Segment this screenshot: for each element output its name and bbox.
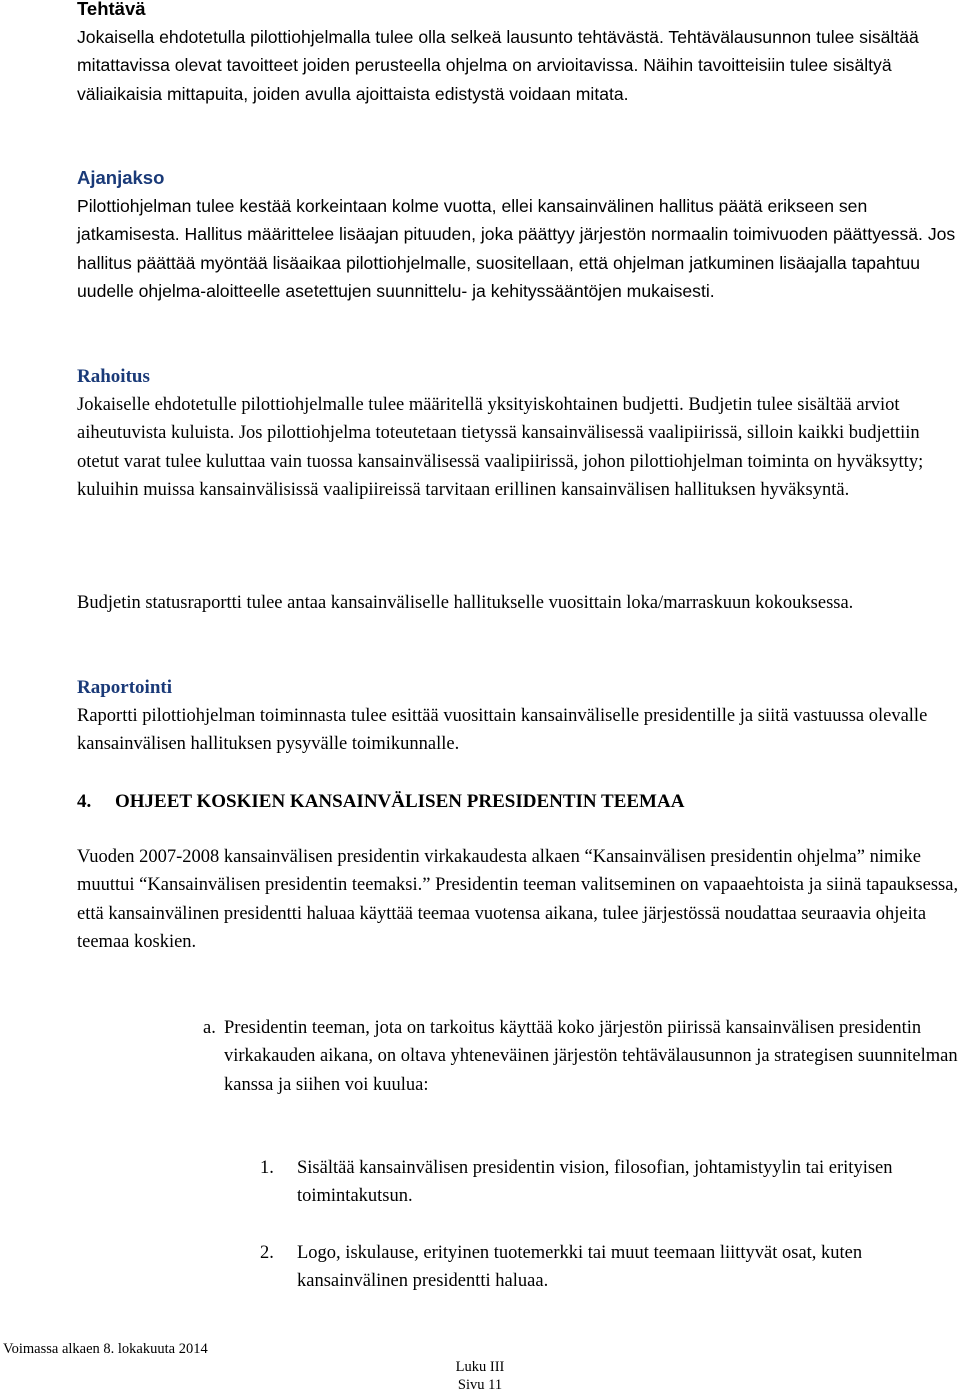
- list-text-a: Presidentin teeman, jota on tarkoitus käyttää koko järjestön piirissä kansainvälisen presidentin virkakauden aikana, on oltava yhteneväinen järjestön tehtävälausunnon ja strategisen suunnitelman kanssa ja siihen voi kuulua:: [224, 1018, 958, 1095]
- footer-page-number: Sivu 11: [457, 1377, 503, 1393]
- numbered-item-2: [260, 1239, 960, 1296]
- section-paragraph-tehtava: Jokaisella ehdotetulla pilottiohjelmalla tulee olla selkeä lausunto tehtävästä. Tehtävälausunnon tulee sisältää mitattavissa olevat tavoitteet joiden perusteella ohjelma on arvioitavissa. Näihin tavoitteisiin tulee sisältyä väliaikaisia mittapuita, joiden avulla ajoittaista edistystä voidaan mitata.: [77, 27, 919, 104]
- section-heading-raportointi: Raportointi: [77, 677, 172, 698]
- numbered-text-2: Logo, iskulause, erityinen tuotemerkki tai muut teemaan liittyvät osat, kuten kansainvälinen presidentti haluaa.: [297, 1243, 863, 1292]
- section-paragraph-rahoitus: Jokaiselle ehdotetulle pilottiohjelmalle tulee määritellä yksityiskohtainen budjetti. Budjetin tulee sisältää arviot aiheutuvista kuluista. Jos pilottiohjelma toteutetaan tietyssä kansainvälisessä vaalipiirissä, silloin kaikki budjettiin otetut varat tulee kuluttaa vain tuossa kansainvälisessä vaalipiirissä, johon pilottiohjelman toiminta on hyväksytty; kuluihin muissa kansainvälisissä vaalipiireissä tarvitaan erillinen kansainvälisen hallituksen hyväksyntä.: [77, 395, 924, 501]
- footer-chapter: Luku III: [455, 1359, 505, 1375]
- chapter-heading: [77, 788, 684, 816]
- numbered-text-1: Sisältää kansainvälisen presidentin vision, filosofian, johtamistyylin tai erityisen toimintakutsun.: [297, 1158, 893, 1207]
- chapter-paragraph: Vuoden 2007-2008 kansainvälisen presidentin virkakaudesta alkaen “Kansainvälisen presidentin ohjelma” nimike muuttui “Kansainvälisen presidentin teemaksi.” Presidentin teeman valitseminen on vapaaehtoista ja siinä tapauksessa, että kansainvälinen presidentti haluaa käyttää teemaa vuotensa aikana, tulee järjestössä noudattaa seuraavia ohjeita teemaa koskien.: [77, 847, 959, 953]
- section-paragraph-ajanjakso: Pilottiohjelman tulee kestää korkeintaan kolme vuotta, ellei kansainvälinen hallitus päätä erikseen sen jatkamisesta. Hallitus määrittelee lisäajan pituuden, joka päättyy järjestön normaalin toimivuoden päättyessä. Jos hallitus päättää myöntää lisäaikaa pilottiohjelmalle, suositellaan, että ohjelman jatkuminen lisäajalla tapahtuu uudelle ohjelma-aloitteelle asetettujen suunnittelu- ja kehityssääntöjen mukaisesti.: [77, 196, 956, 302]
- section-heading-tehtava: Tehtävä: [77, 0, 146, 19]
- section-heading-rahoitus: Rahoitus: [77, 366, 150, 387]
- numbered-item-1: [260, 1154, 960, 1211]
- chapter-number: 4.: [77, 791, 92, 812]
- numbered-marker-1: 1.: [260, 1158, 274, 1178]
- section-heading-ajanjakso: Ajanjakso: [77, 167, 165, 188]
- footer-effective-date: Voimassa alkaen 8. lokakuuta 2014: [3, 1341, 208, 1357]
- numbered-marker-2: 2.: [260, 1243, 274, 1263]
- chapter-title: OHJEET KOSKIEN KANSAINVÄLISEN PRESIDENTIN TEEMAA: [115, 791, 685, 812]
- list-marker-a: a.: [203, 1018, 216, 1038]
- section-paragraph-budjetti: Budjetin statusraportti tulee antaa kansainväliselle hallitukselle vuosittain loka/marraskuun kokouksessa.: [77, 593, 854, 613]
- section-paragraph-raportointi: Raportti pilottiohjelman toiminnasta tulee esittää vuosittain kansainväliselle presidentille ja siitä vastuussa olevalle kansainvälisen hallituksen pysyvälle toimikunnalle.: [77, 706, 928, 755]
- list-item-a: [203, 1014, 960, 1099]
